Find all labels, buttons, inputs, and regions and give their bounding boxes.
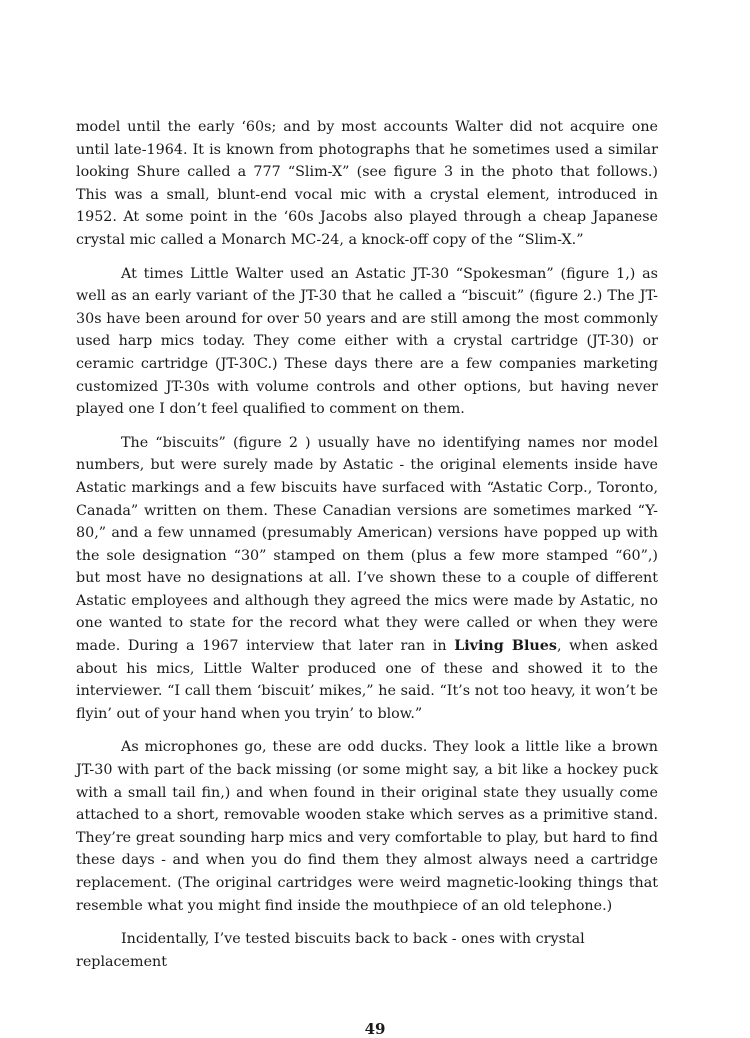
paragraph-2: At times Little Walter used an Astatic JT-30 “Spokesman” (figure 1,) as well as an early variant of the JT-30 that he called a “biscuit” (figure 2.) The JT-30s have been around for over 50 years and are still among the most commonly used harp mics today. They come either with a crystal cartridge (JT-30) or ceramic cartridge (JT-30C.) These days there are a few companies marketing customized JT-30s with volume controls and other options, but having never played one I don’t feel qualified to comment on them. (76, 265, 658, 418)
page-number: 49 (364, 1020, 386, 1038)
publication-title: Living Blues (454, 638, 557, 655)
paragraph-3-text-after: , when asked about his mics, Little Walter produced one of these and showed it to the interviewer. “I call them ‘biscuit’ mikes,” he said. “It’s not too heavy, it won’t be flyin’ out of your hand when you tryin’ to blow.” (76, 638, 659, 722)
paragraph-4: As microphones go, these are odd ducks. They look a little like a brown JT-30 with part of the back missing (or some might say, a bit like a hockey puck with a small tail fin,) and when found in their original state they usually come attached to a short, removable wooden stake which serves as a primitive stand. They’re great sounding harp mics and very comfortable to play, but hard to find these days - and when you do find them they almost always need a cartridge replacement. (The original cartridges were weird magnetic-looking things that resemble what you might find inside the mouthpiece of an old telephone.) (76, 739, 658, 914)
paragraph-5: Incidentally, I’ve tested biscuits back to back - ones with crystal replacement (76, 931, 585, 970)
paragraph-3-text-before: The “biscuits” (figure 2 ) usually have no identifying names nor model numbers, but were surely made by Astatic - the original elements inside have Astatic markings and a few biscuits have surfaced with “Astatic Corp., Toronto, Canada” written on them. These Canadian versions are sometimes marked “Y-80,” and a few unnamed (presumably American) versions have popped up with the sole designation “30” stamped on them (plus a few more stamped “60”,) but most have no designations at all. I’ve shown these to a couple of different Astatic employees and although they agreed the mics were made by Astatic, no one wanted to state for the record what they were called or when they were made. During a 1967 interview that later ran in (76, 434, 658, 655)
paragraph-3 (76, 432, 658, 726)
paragraph-1: model until the early ‘60s; and by most accounts Walter did not acquire one until late-1964. It is known from photographs that he sometimes used a similar looking Shure called a 777 “Slim-X” (see figure 3 in the photo that follows.) This was a small, blunt-end vocal mic with a crystal element, introduced in 1952. At some point in the ‘60s Jacobs also played through a cheap Japanese crystal mic called a Monarch MC-24, a knock-off copy of the “Slim-X.” (76, 119, 658, 248)
body-text (76, 116, 658, 973)
